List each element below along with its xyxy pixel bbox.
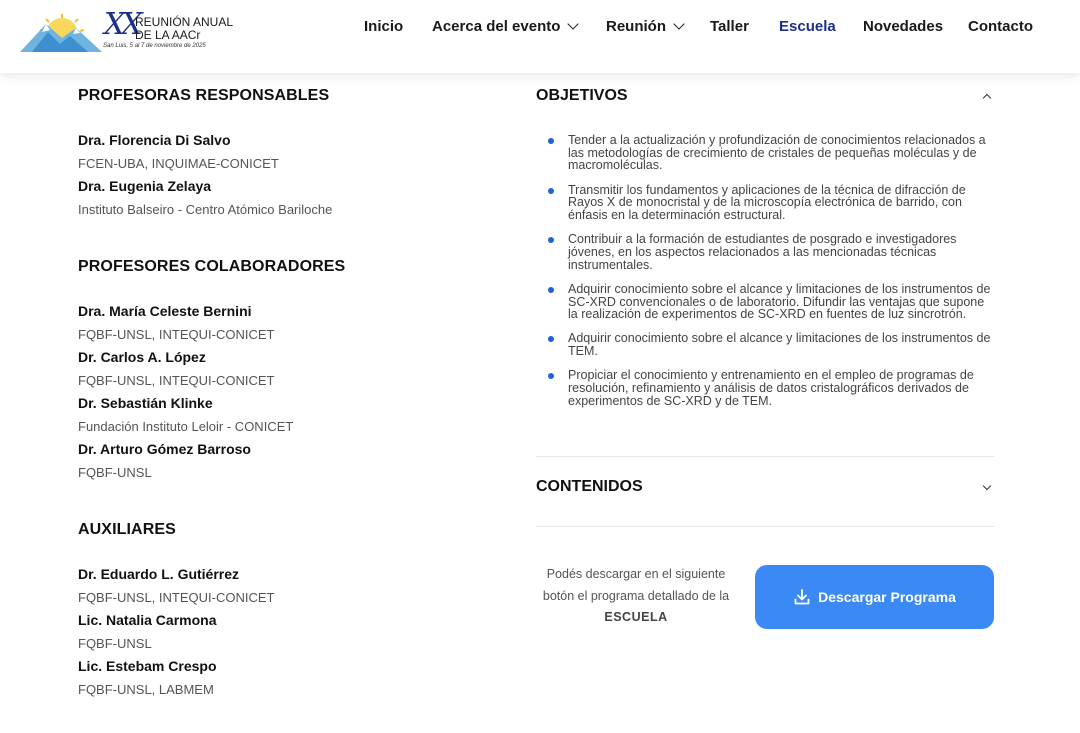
person-name: Lic. Natalia Carmona	[78, 612, 217, 628]
download-text: Podés descargar en el siguiente botón el programa detallado de la	[542, 567, 730, 603]
person-affiliation: FQBF-UNSL	[78, 465, 152, 480]
logo-subtitle: San Luis, 5 al 7 de noviembre de 2025	[103, 43, 206, 49]
download-icon	[793, 588, 811, 606]
list-item: Adquirir conocimiento sobre el alcance y limitaciones de los instrumentos de SC-XRD convencionales o de laboratorio. Difundir las ventajas que supone la realización de experimentos de SC-XRD en fuentes de luz sincrotrón.	[546, 283, 991, 321]
person-name: Dr. Arturo Gómez Barroso	[78, 441, 251, 457]
nav-novedades-label: Novedades	[863, 18, 944, 35]
person-name: Dr. Eduardo L. Gutiérrez	[78, 566, 240, 582]
nav-escuela[interactable]	[779, 18, 836, 35]
person-name: Dra. Eugenia Zelaya	[78, 178, 212, 194]
contenidos-header[interactable]: CONTENIDOS	[536, 478, 643, 495]
chevron-down-icon[interactable]	[983, 482, 991, 490]
person-affiliation: FQBF-UNSL, LABMEM	[78, 682, 214, 697]
nav-contacto-label: Contacto	[968, 18, 1033, 35]
person-affiliation: FQBF-UNSL	[78, 636, 152, 651]
list-item: Adquirir conocimiento sobre el alcance y limitaciones de los instrumentos de TEM.	[546, 332, 991, 357]
download-button-label: Descargar Programa	[818, 589, 956, 605]
person-name: Dr. Sebastián Klinke	[78, 395, 213, 411]
nav-inicio[interactable]	[364, 18, 403, 35]
person-affiliation: Fundación Instituto Leloir - CONICET	[78, 419, 294, 434]
nav-novedades[interactable]	[863, 18, 943, 35]
site-header	[0, 0, 1080, 73]
person-affiliation: FCEN-UBA, INQUIMAE-CONICET	[78, 156, 279, 171]
download-description	[536, 564, 736, 629]
person-affiliation: FQBF-UNSL, INTEQUI-CONICET	[78, 590, 275, 605]
nav-inicio-label: Inicio	[364, 18, 404, 35]
person-affiliation: FQBF-UNSL, INTEQUI-CONICET	[78, 327, 275, 342]
nav-taller[interactable]	[710, 18, 749, 35]
nav-acerca-label: Acerca del evento	[432, 18, 561, 35]
chevron-down-icon	[673, 18, 684, 29]
logo-title-line2: DE LA AACr	[135, 28, 201, 42]
chevron-down-icon	[568, 18, 579, 29]
person-affiliation: Instituto Balseiro - Centro Atómico Bariloche	[78, 202, 333, 217]
list-item: Transmitir los fundamentos y aplicaciones de la técnica de difracción de Rayos X de monocristal y de la microscopía electrónica de barrido, con énfasis en la determinación estructural.	[546, 184, 991, 222]
list-item: Tender a la actualización y profundización de conocimientos relacionados a las metodologías de crecimiento de cristales de pequeñas moléculas y de macromoléculas.	[546, 134, 991, 172]
objetivos-header[interactable]: OBJETIVOS	[536, 87, 628, 104]
person-name: Lic. Estebam Crespo	[78, 658, 217, 674]
colaboradores-title: PROFESORES COLABORADORES	[78, 258, 346, 275]
list-item: Contribuir a la formación de estudiantes de posgrado e investigadores jóvenes, en los aspectos relacionados a las mencionadas técnicas instrumentales.	[546, 233, 991, 271]
list-item: Propiciar el conocimiento y entrenamiento en el empleo de programas de resolución, refinamiento y análisis de datos cristalográficos derivados de experimentos de SC-XRD y de TEM.	[546, 369, 991, 407]
auxiliares-title: AUXILIARES	[78, 521, 176, 538]
person-name: Dra. Florencia Di Salvo	[78, 132, 231, 148]
person-affiliation: FQBF-UNSL, INTEQUI-CONICET	[78, 373, 275, 388]
objetivos-list	[546, 134, 991, 419]
nav-taller-label: Taller	[710, 18, 749, 35]
nav-reunion[interactable]	[606, 18, 683, 35]
divider	[536, 456, 994, 457]
chevron-up-icon[interactable]	[983, 94, 991, 102]
divider	[536, 526, 994, 527]
person-name: Dra. María Celeste Bernini	[78, 303, 252, 319]
person-name: Dr. Carlos A. López	[78, 349, 206, 365]
responsables-title: PROFESORAS RESPONSABLES	[78, 87, 330, 104]
nav-contacto[interactable]	[968, 18, 1033, 35]
download-text-strong: ESCUELA	[604, 610, 668, 624]
logo-numeral: XX	[104, 7, 139, 42]
download-program-button[interactable]	[755, 565, 994, 629]
logo-title-line1: REUNIÓN ANUAL	[135, 15, 234, 29]
nav-reunion-label: Reunión	[606, 18, 666, 35]
mountain-sun-logo-icon	[18, 14, 104, 54]
site-logo[interactable]	[18, 7, 234, 60]
nav-acerca[interactable]	[432, 18, 577, 35]
nav-escuela-label: Escuela	[779, 18, 836, 35]
